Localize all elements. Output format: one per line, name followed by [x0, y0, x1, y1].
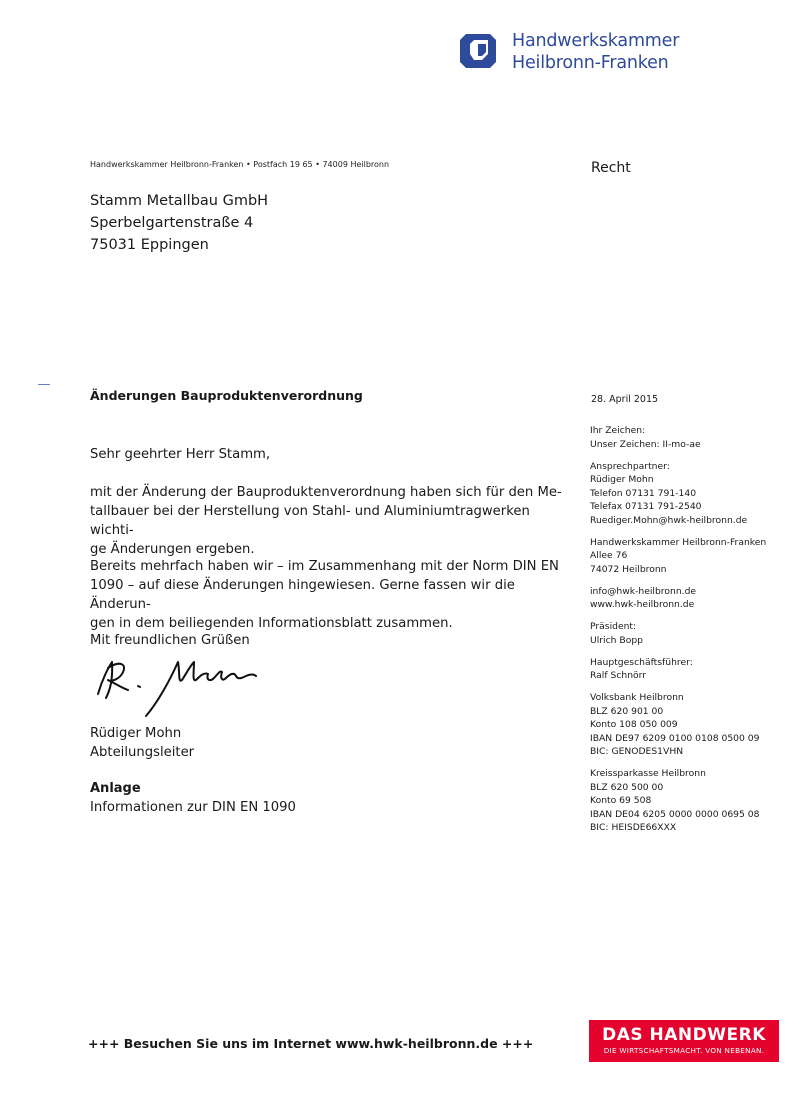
bank-line: BLZ 620 901 00: [590, 705, 664, 717]
address-line: Allee 76: [590, 550, 628, 561]
ceo-name: Ralf Schnörr: [590, 670, 647, 681]
letter-subject: Änderungen Bauproduktenverordnung: [90, 388, 363, 403]
reference-block: [590, 424, 790, 451]
address-line: 74072 Heilbronn: [590, 563, 667, 575]
contact-name: Rüdiger Mohn: [590, 474, 654, 485]
bank-line: IBAN DE04 6205 0000 0000 0695 08: [590, 808, 760, 820]
bank-line: BIC: GENODES1VHN: [590, 746, 684, 757]
body-paragraph-1: [90, 483, 570, 559]
info-email: info@hwk-heilbronn.de: [590, 585, 697, 597]
ceo-block: [590, 656, 790, 683]
bank-line: Volksbank Heilbronn: [590, 692, 684, 703]
hwk-logo-icon: [460, 34, 496, 68]
body-paragraph-2: [90, 557, 570, 633]
badge-title: DAS HANDWERK: [602, 1025, 766, 1045]
signer-block: [90, 724, 194, 762]
salutation: Sehr geehrter Herr Stamm,: [90, 447, 271, 462]
attachment-text: Informationen zur DIN EN 1090: [90, 800, 296, 815]
badge-subtitle: DIE WIRTSCHAFTSMACHT. VON NEBENAN.: [603, 1046, 765, 1055]
president-block: [590, 620, 790, 647]
our-reference: Unser Zeichen: II-mo-ae: [590, 438, 701, 450]
org-name-line2: Heilbronn-Franken: [512, 53, 669, 73]
address-block: [590, 536, 790, 577]
recipient-company: Stamm Metallbau GmbH: [90, 193, 269, 209]
das-handwerk-badge: [589, 1020, 779, 1062]
fold-mark: [38, 384, 50, 385]
paragraph-line: gen in dem beiliegenden Informationsblatt zusammen.: [90, 616, 453, 631]
handwritten-signature: [86, 650, 266, 720]
letterhead-org-name: [512, 30, 679, 74]
bank-line: Konto 108 050 009: [590, 719, 678, 730]
website: www.hwk-heilbronn.de: [590, 599, 695, 610]
bank-block-1: [590, 691, 790, 759]
contact-phone: Telefon 07131 791-140: [590, 487, 697, 499]
attachment-heading: Anlage: [90, 781, 141, 796]
department-label: Recht: [591, 160, 631, 176]
web-block: [590, 585, 790, 612]
paragraph-line: 1090 – auf diese Änderungen hingewiesen. Gerne fassen wir die Änderun-: [90, 578, 515, 612]
bank-line: Kreissparkasse Heilbronn: [590, 768, 706, 779]
recipient-address: [90, 190, 268, 256]
president-label: Präsident:: [590, 621, 637, 632]
signer-name: Rüdiger Mohn: [90, 726, 182, 741]
ceo-label: Hauptgeschäftsführer:: [590, 656, 693, 668]
president-name: Ulrich Bopp: [590, 634, 643, 646]
paragraph-line: ge Änderungen ergeben.: [90, 542, 255, 557]
bank-block-2: [590, 767, 790, 835]
bank-line: IBAN DE97 6209 0100 0108 0500 09: [590, 732, 760, 744]
signer-title: Abteilungsleiter: [90, 745, 195, 760]
paragraph-line: mit der Änderung der Bauproduktenverordnung haben sich für den Me-: [90, 485, 562, 500]
contact-label: Ansprechpartner:: [590, 460, 670, 472]
contact-email: Ruediger.Mohn@hwk-heilbronn.de: [590, 514, 748, 526]
sender-address-line: Handwerkskammer Heilbronn-Franken • Postfach 19 65 • 74009 Heilbronn: [90, 160, 390, 169]
address-line: Handwerkskammer Heilbronn-Franken: [590, 536, 767, 548]
recipient-city: 75031 Eppingen: [90, 237, 209, 253]
sidebar-info: [590, 424, 790, 843]
letter-date: 28. April 2015: [591, 394, 659, 405]
closing: Mit freundlichen Grüßen: [90, 633, 250, 648]
contact-fax: Telefax 07131 791-2540: [590, 501, 702, 512]
contact-block: [590, 460, 790, 528]
org-name-line1: Handwerkskammer: [512, 31, 680, 51]
bank-line: Konto 69 508: [590, 795, 652, 806]
bank-line: BIC: HEISDE66XXX: [590, 822, 677, 833]
paragraph-line: Bereits mehrfach haben wir – im Zusammenhang mit der Norm DIN EN: [90, 559, 559, 574]
paragraph-line: tallbauer bei der Herstellung von Stahl- und Aluminiumtragwerken wichti-: [90, 504, 530, 538]
recipient-street: Sperbelgartenstraße 4: [90, 215, 254, 231]
bank-line: BLZ 620 500 00: [590, 781, 664, 793]
footer-website-line: +++ Besuchen Sie uns im Internet www.hwk-heilbronn.de +++: [88, 1036, 534, 1051]
your-reference: Ihr Zeichen:: [590, 425, 646, 436]
